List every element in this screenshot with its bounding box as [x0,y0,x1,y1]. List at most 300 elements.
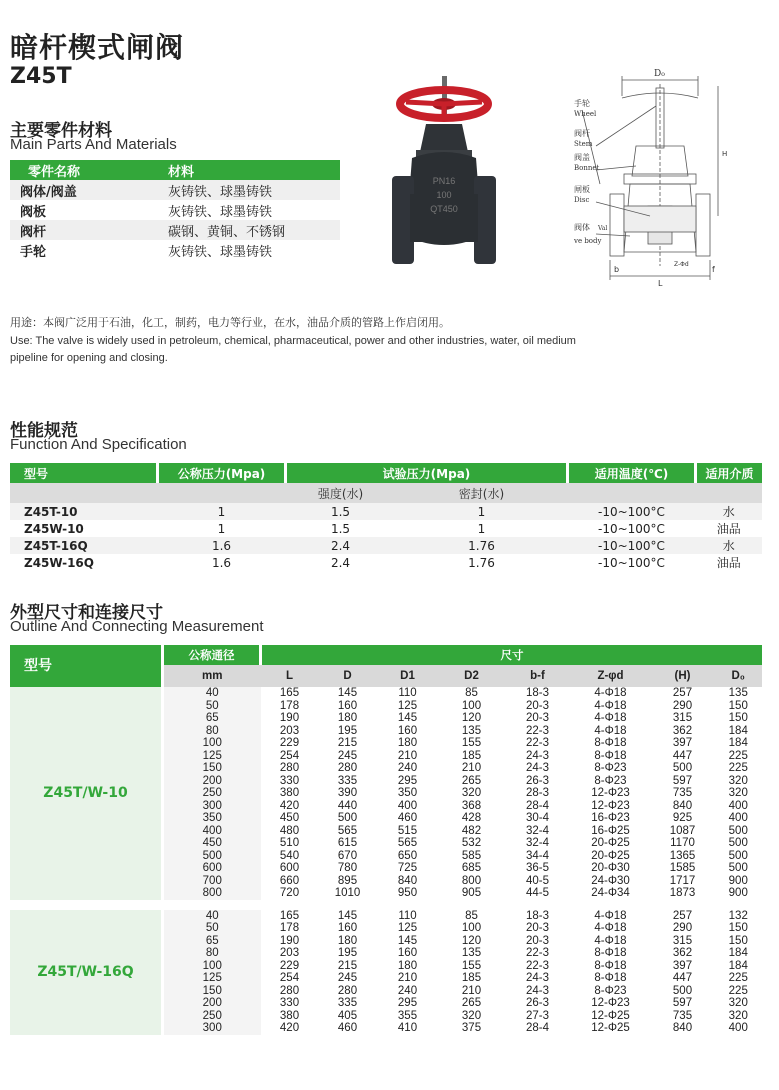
outline-cell: 20-3 [525,699,550,712]
outline-cell: 165 [279,909,300,922]
part-material: 碳钢、黄铜、不锈钢 [158,220,340,240]
outline-cell: 540 [279,849,300,862]
spec-medium: 油品 [716,556,741,570]
outline-cell: 800 [163,887,261,900]
outline-col: (H) [651,665,715,687]
label-disc-en: Disc [574,196,590,204]
outline-cell: 18-3 [525,687,550,700]
outline-cell: 85 [465,909,478,922]
outline-cell: 145 [337,687,358,700]
outline-cell: 215 [337,737,358,750]
outline-cell: 600 [163,862,261,875]
spec-nominal: 1 [217,521,226,536]
outline-cell: 100 [163,960,261,973]
label-wheel-cn: 手轮 [574,99,590,108]
outline-cell: 480 [279,824,300,837]
outline-cell: 24-Φ34 [591,887,630,900]
outline-cell: 50 [163,922,261,935]
spec-nominal: 1 [158,503,286,520]
spec-h-model: 型号 [10,463,158,483]
usage-text [10,314,590,367]
outline-cell: 420 [279,1022,300,1035]
outline-cell: 650 [397,849,418,862]
outline-cell: 4-Φ18 [594,922,627,935]
outline-h-model: 型号 [10,645,163,687]
outline-cell: 32-4 [525,837,550,850]
outline-cell: 510 [279,837,300,850]
outline-cell: 229 [279,959,300,972]
outline-cell: 125 [163,972,261,985]
outline-cell: 1170 [670,837,695,850]
outline-cell: 190 [279,712,300,725]
outline-cell: 160 [397,724,418,737]
outline-cell: 900 [728,874,748,887]
outline-cell: 362 [672,724,693,737]
spec-temp: -10~100°C [598,521,665,536]
outline-cell: 50 [163,700,261,713]
outline-title-en: Outline And Connecting Measurement [10,618,264,635]
outline-cell: 320 [728,997,748,1010]
label-stem-en: Stem [574,140,593,148]
outline-cell: 12-Φ23 [591,997,630,1010]
outline-cell: 8-Φ18 [594,947,627,960]
outline-cell: 515 [397,824,418,837]
outline-cell: 1087 [669,824,696,837]
label-d0: D₀ [654,69,665,79]
spec-row [10,537,762,554]
spec-strength: 1.5 [330,521,351,536]
outline-cell: 180 [337,712,358,725]
outline-cell: 8-Φ18 [594,749,627,762]
outline-cell: 150 [163,985,261,998]
outline-cell: 400 [728,799,748,812]
outline-cell: 4-Φ18 [594,934,627,947]
outline-cell: 380 [279,1009,300,1022]
outline-cell: 180 [397,737,418,750]
outline-cell: 180 [397,959,418,972]
usage-en-2: pipeline for opening and closing. [10,352,168,364]
valve-section-drawing [570,66,770,291]
spec-temp: -10~100°C [567,537,695,554]
parts-header-material: 材料 [158,160,340,180]
spec-h-temp: 适用温度(℃) [567,463,695,483]
outline-h-size: 尺寸 [261,645,763,665]
outline-cell: 450 [279,812,300,825]
outline-cell: 203 [279,724,300,737]
spec-temp: -10~100°C [567,503,695,520]
outline-cell: 362 [672,947,693,960]
outline-col: L [261,665,319,687]
outline-cell: 450 [163,837,261,850]
outline-cell: 225 [728,972,748,985]
outline-cell: 460 [337,1022,358,1035]
spec-h-test: 试验压力(Mpa) [286,463,568,483]
outline-cell: 32-4 [525,824,550,837]
outline-cell: 132 [728,909,748,922]
outline-cell: 295 [397,997,418,1010]
outline-cell: 22-3 [525,737,550,750]
outline-cell: 184 [728,737,748,750]
outline-cell: 925 [672,812,693,825]
outline-cell: 600 [279,862,300,875]
outline-cell: 290 [672,922,693,935]
outline-cell: 500 [672,984,693,997]
outline-cell: 215 [337,959,358,972]
outline-cell: 400 [728,1022,748,1035]
outline-cell: 24-3 [525,984,550,997]
outline-group-model: Z45T/W-10 [10,687,163,900]
label-stem-cn: 阀杆 [574,129,590,138]
outline-cell: 155 [461,959,482,972]
model-code: Z45T [10,64,72,89]
spec-medium: 水 [695,503,762,520]
outline-cell: 320 [461,787,482,800]
outline-cell: 320 [728,787,748,800]
outline-cell: 350 [397,787,418,800]
outline-cell: 160 [397,947,418,960]
outline-cell: 300 [163,1022,261,1035]
outline-cell: 350 [163,812,261,825]
outline-cell: 8-Φ23 [594,984,627,997]
spec-medium: 油品 [716,522,741,536]
outline-cell: 65 [163,935,261,948]
outline-cell: 210 [461,762,482,775]
spec-model: Z45W-10 [24,521,84,536]
label-b: b [614,265,620,274]
spec-sub-strength: 强度(水) [286,483,396,503]
outline-cell: 245 [337,749,358,762]
label-f: f [712,265,715,274]
outline-cell: 368 [461,799,482,812]
outline-group-model: Z45T/W-16Q [10,910,163,1035]
outline-cell: 24-3 [525,749,550,762]
outline-cell: 1585 [669,862,696,875]
outline-cell: 335 [337,997,358,1010]
outline-cell: 145 [397,934,418,947]
spec-nominal: 1.6 [211,555,232,570]
outline-cell: 500 [728,824,748,837]
outline-cell: 20-3 [525,712,550,725]
outline-cell: 460 [397,812,418,825]
outline-cell: 330 [279,997,300,1010]
outline-cell: 195 [337,724,358,737]
outline-cell: 780 [337,862,358,875]
outline-cell: 320 [728,1009,748,1022]
outline-cell: 30-4 [525,812,550,825]
spec-seal: 1 [396,503,568,520]
outline-cell: 125 [397,699,418,712]
outline-cell: 482 [461,824,482,837]
spec-strength: 2.4 [330,555,351,570]
outline-cell: 447 [672,972,693,985]
outline-cell: 145 [397,712,418,725]
outline-cell: 18-3 [525,909,550,922]
outline-cell: 22-3 [525,947,550,960]
outline-cell: 225 [728,984,748,997]
outline-cell: 28-3 [525,787,550,800]
outline-cell: 20-Φ25 [591,837,630,850]
outline-cell: 597 [672,774,693,787]
outline-cell: 210 [397,749,418,762]
outline-cell: 1010 [334,887,361,900]
spec-nominal: 1.6 [158,537,286,554]
outline-col: mm [163,665,261,687]
outline-cell: 229 [279,737,300,750]
outline-cell: 397 [672,959,693,972]
outline-cell: 400 [397,799,418,812]
outline-cell: 4-Φ18 [594,712,627,725]
outline-cell: 4-Φ18 [594,724,627,737]
outline-cell: 500 [672,762,693,775]
outline-cell: 280 [279,762,300,775]
outline-cell: 240 [397,762,418,775]
parts-title-cn: 主要零件材料 [10,121,112,141]
outline-cell: 165 [279,687,300,700]
outline-cell: 225 [728,762,748,775]
label-body-cn: 阀体 [574,223,590,232]
outline-cell: 24-3 [525,972,550,985]
label-bonnet-en: Bonnet [574,164,600,172]
outline-cell: 22-3 [525,959,550,972]
spec-strength: 2.4 [286,537,396,554]
outline-cell: 330 [279,774,300,787]
outline-cell: 28-4 [525,799,550,812]
page-title: 暗杆楔式闸阀 [10,31,185,64]
part-material: 灰铸铁、球墨铸铁 [168,204,273,220]
outline-cell: 565 [397,837,418,850]
outline-cell: 150 [728,699,748,712]
outline-cell: 100 [461,699,482,712]
spec-h-nominal: 公称压力(Mpa) [158,463,286,483]
outline-cell: 185 [461,749,482,762]
part-name: 阀板 [20,204,47,220]
label-z: Z-Φd [674,261,689,268]
outline-cell: 420 [279,799,300,812]
outline-cell: 125 [397,922,418,935]
spec-row [10,503,762,520]
outline-cell: 80 [163,947,261,960]
outline-cell: 4-Φ18 [594,687,627,700]
outline-cell: 375 [461,1022,482,1035]
outline-cell: 500 [728,837,748,850]
outline-cell: 16-Φ23 [591,812,630,825]
parts-table [10,160,340,260]
outline-cell: 240 [397,984,418,997]
outline-cell: 12-Φ25 [591,1009,630,1022]
outline-cell: 280 [337,762,358,775]
outline-cell: 225 [728,749,748,762]
outline-cell: 265 [461,774,482,787]
outline-cell: 20-Φ30 [591,862,630,875]
spec-seal: 1 [477,521,486,536]
spec-model: Z45T-16Q [10,537,158,554]
outline-cell: 24-Φ30 [591,874,630,887]
outline-cell: 8-Φ18 [594,959,627,972]
outline-cell: 125 [163,750,261,763]
spec-medium: 水 [695,537,762,554]
outline-cell: 184 [728,959,748,972]
outline-cell: 725 [397,862,418,875]
outline-cell: 150 [728,934,748,947]
outline-cell: 135 [728,687,748,700]
outline-cell: 447 [672,749,693,762]
outline-cell: 735 [672,787,693,800]
valve-mark-pn: PN16 [432,176,456,186]
outline-cell: 120 [461,934,482,947]
outline-cell: 500 [728,849,748,862]
outline-cell: 257 [672,687,693,700]
outline-cell: 315 [672,934,693,947]
outline-cell: 685 [461,862,482,875]
spec-table [10,463,762,571]
outline-cell: 12-Φ23 [591,799,630,812]
outline-col: D₀ [715,665,763,687]
outline-cell: 8-Φ18 [594,972,627,985]
outline-cell: 210 [461,984,482,997]
outline-cell: 720 [279,887,300,900]
outline-cell: 380 [279,787,300,800]
label-disc-cn: 闸板 [574,185,590,194]
outline-cell: 280 [337,984,358,997]
outline-cell: 200 [163,997,261,1010]
outline-cell: 195 [337,947,358,960]
outline-cell: 27-3 [525,1009,550,1022]
outline-cell: 840 [397,874,418,887]
outline-cell: 85 [465,687,478,700]
spec-row [10,554,762,571]
outline-cell: 500 [337,812,358,825]
label-body-en-1: Val [598,225,608,232]
spec-model: Z45W-16Q [24,555,94,570]
outline-cell: 203 [279,947,300,960]
outline-cell: 670 [337,849,358,862]
outline-cell: 178 [279,699,300,712]
outline-cell: 100 [163,737,261,750]
outline-cell: 8-Φ23 [594,774,627,787]
outline-cell: 265 [461,997,482,1010]
part-name: 手轮 [20,244,47,260]
outline-cell: 26-3 [525,997,550,1010]
outline-cell: 100 [461,922,482,935]
outline-cell: 565 [337,824,358,837]
outline-cell: 160 [337,699,358,712]
outline-cell: 1365 [669,849,696,862]
outline-cell: 185 [461,972,482,985]
outline-cell: 145 [337,909,358,922]
outline-cell: 4-Φ18 [594,699,627,712]
outline-cell: 840 [672,1022,693,1035]
outline-cell: 135 [461,947,482,960]
outline-cell: 245 [337,972,358,985]
outline-cell: 160 [337,922,358,935]
label-bonnet-cn: 阀盖 [574,153,590,162]
outline-cell: 36-5 [525,862,550,875]
parts-title-en: Main Parts And Materials [10,136,177,153]
usage-cn: 用途：本阀广泛用于石油，化工，制药，电力等行业，在水，油品介质的管路上作启闭用。 [10,316,450,329]
outline-cell: 80 [163,725,261,738]
spec-sub-seal: 密封(水) [396,483,568,503]
label-h: H [722,150,728,158]
outline-col: D2 [439,665,505,687]
outline-cell: 150 [163,762,261,775]
outline-cell: 405 [337,1009,358,1022]
outline-cell: 428 [461,812,482,825]
outline-cell: 295 [397,774,418,787]
outline-cell: 320 [728,774,748,787]
outline-cell: 900 [728,887,748,900]
outline-cell: 532 [461,837,482,850]
outline-cell: 16-Φ25 [591,824,630,837]
outline-cell: 1717 [669,874,696,887]
outline-cell: 184 [728,947,748,960]
outline-cell: 257 [672,909,693,922]
outline-cell: 400 [728,812,748,825]
outline-cell: 950 [397,887,418,900]
outline-cell: 397 [672,737,693,750]
outline-cell: 26-3 [525,774,550,787]
label-body-en-2: ve body [574,237,602,245]
outline-cell: 735 [672,1009,693,1022]
outline-cell: 155 [461,737,482,750]
outline-cell: 500 [163,850,261,863]
parts-row [10,180,340,200]
spec-model: Z45T-10 [10,503,158,520]
outline-col: D [319,665,377,687]
outline-cell: 12-Φ25 [591,1022,630,1035]
outline-cell: 254 [279,749,300,762]
outline-cell: 500 [728,862,748,875]
outline-cell: 20-Φ25 [591,849,630,862]
outline-cell: 150 [728,922,748,935]
label-wheel-en: Wheel [574,110,597,118]
outline-cell: 40 [163,910,261,923]
spec-h-medium: 适用介质 [695,463,762,483]
parts-row [10,220,340,240]
usage-en-1: Use: The valve is widely used in petroleum, chemical, pharmaceutical, power and other industries, water, oil medium [10,335,576,347]
outline-cell: 8-Φ23 [594,762,627,775]
spec-row [10,520,762,537]
outline-cell: 400 [163,825,261,838]
outline-cell: 1873 [669,887,696,900]
part-name: 阀杆 [10,220,158,240]
outline-cell: 110 [398,687,417,700]
parts-row [10,240,340,260]
outline-cell: 20-3 [525,922,550,935]
outline-cell: 905 [461,887,482,900]
spec-strength: 1.5 [286,503,396,520]
outline-cell: 24-3 [525,762,550,775]
outline-cell: 254 [279,972,300,985]
outline-cell: 8-Φ18 [594,737,627,750]
outline-cell: 440 [337,799,358,812]
label-l: L [658,279,663,288]
outline-table [10,645,762,1035]
outline-title-cn: 外型尺寸和连接尺寸 [10,603,163,623]
outline-cell: 65 [163,712,261,725]
outline-cell: 28-4 [525,1022,550,1035]
outline-cell: 585 [461,849,482,862]
outline-cell: 660 [279,874,300,887]
part-material: 灰铸铁、球墨铸铁 [158,180,340,200]
outline-cell: 410 [397,1022,418,1035]
outline-col: Z-φd [571,665,651,687]
spec-seal: 1.76 [468,555,495,570]
outline-cell: 290 [672,699,693,712]
spec-seal: 1.76 [396,537,568,554]
outline-row [10,687,762,700]
outline-col: D1 [377,665,439,687]
outline-cell: 355 [397,1009,418,1022]
